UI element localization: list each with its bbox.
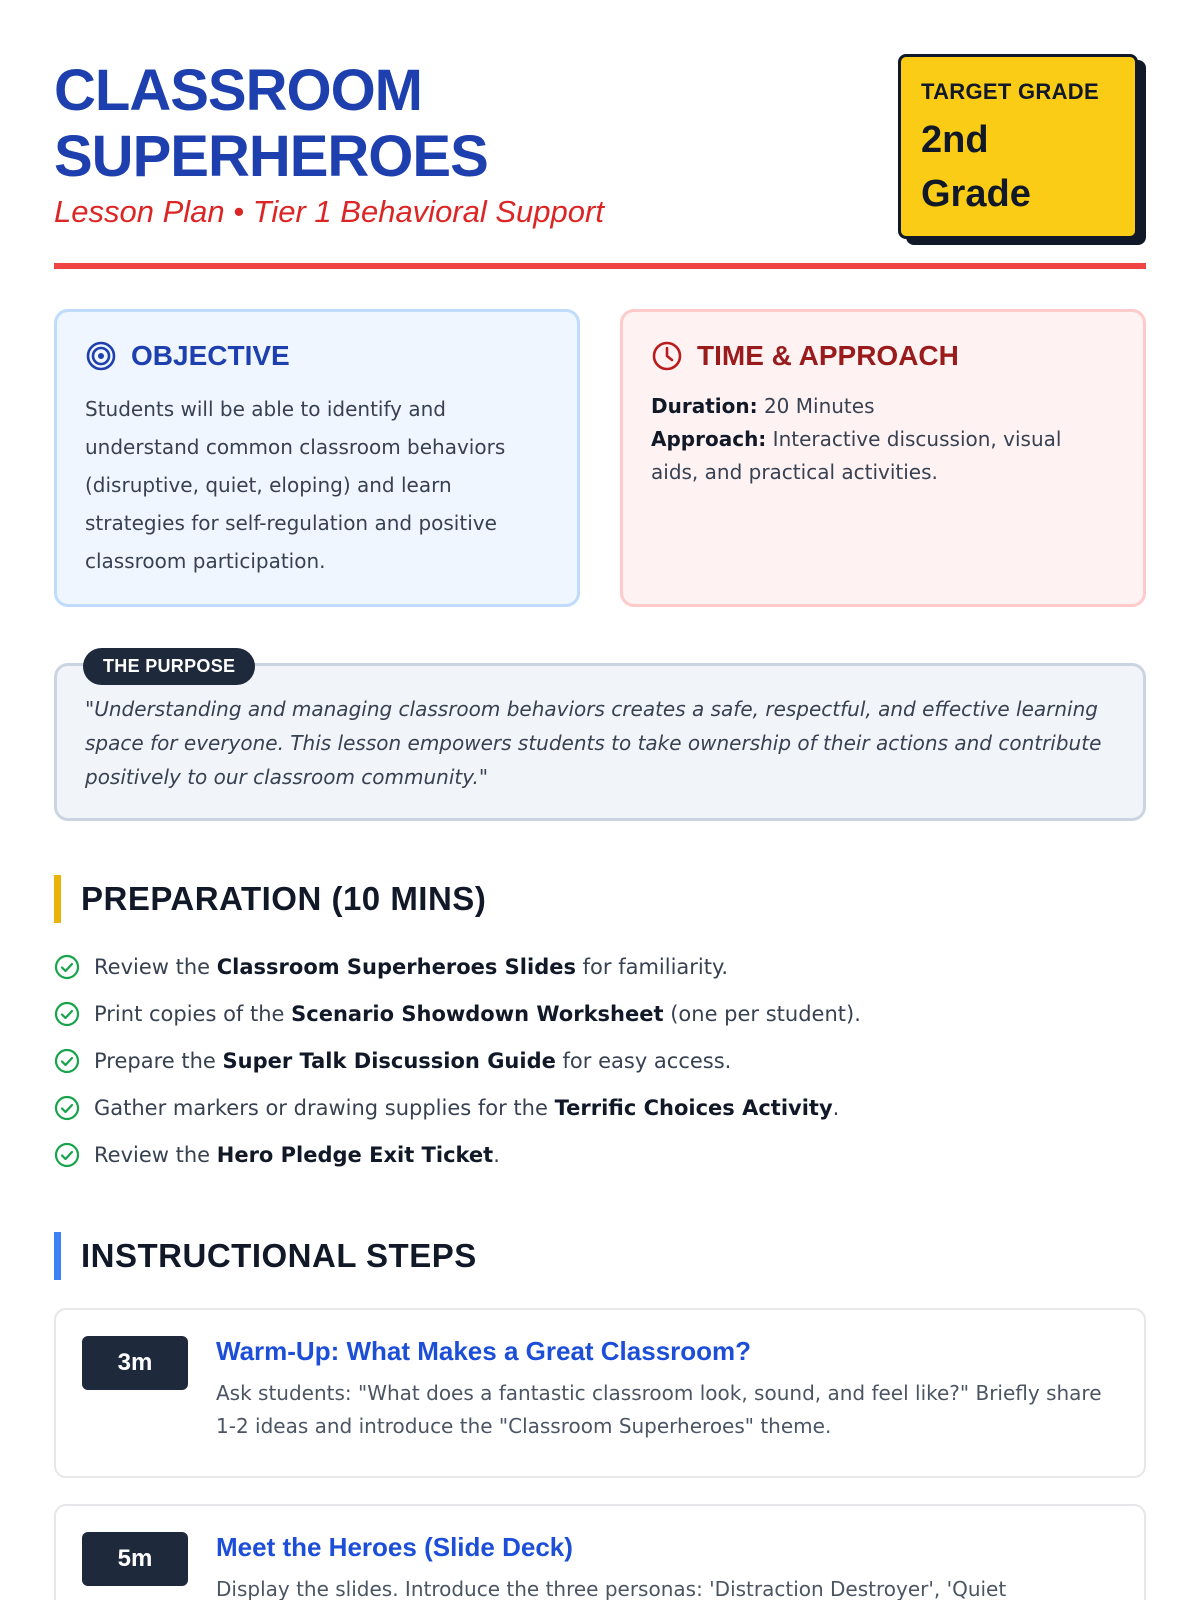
duration-line	[651, 390, 1115, 423]
step-title: Meet the Heroes (Slide Deck)	[216, 1532, 573, 1562]
info-cards	[54, 309, 1146, 607]
prep-item-pre: Print copies of the	[94, 1001, 292, 1026]
target-icon	[85, 340, 117, 372]
prep-item-text	[94, 1143, 500, 1167]
prep-item-resource: Terrific Choices Activity	[554, 1095, 833, 1120]
list-item	[54, 943, 1146, 990]
duration-value: 20 Minutes	[757, 394, 875, 418]
check-circle-icon	[54, 1048, 80, 1074]
page-subtitle: Lesson Plan • Tier 1 Behavioral Support	[54, 194, 604, 229]
prep-item-pre: Prepare the	[94, 1048, 223, 1073]
prep-item-resource: Scenario Showdown Worksheet	[291, 1001, 664, 1026]
approach-line	[651, 423, 1115, 489]
section-accent-bar	[54, 875, 61, 923]
step-body	[216, 1532, 1118, 1600]
prep-item-resource: Classroom Superheroes Slides	[216, 954, 576, 979]
preparation-list	[54, 943, 1146, 1178]
grade-line-2: Grade	[921, 173, 1031, 215]
grade-value	[921, 113, 1115, 221]
prep-item-pre: Review the	[94, 1142, 217, 1167]
header	[54, 54, 1146, 269]
step-title: Warm-Up: What Makes a Great Classroom?	[216, 1336, 752, 1366]
step-body	[216, 1336, 1118, 1450]
step-duration-badge: 3m	[82, 1336, 188, 1390]
title-line-1: CLASSROOM	[54, 58, 422, 123]
prep-item-post: (one per student).	[663, 1001, 861, 1026]
prep-item-text	[94, 1049, 731, 1073]
step-card	[54, 1308, 1146, 1478]
objective-card	[54, 309, 580, 607]
approach-label: Approach:	[651, 427, 767, 451]
prep-item-pre: Review the	[94, 954, 217, 979]
prep-item-post: .	[493, 1142, 500, 1167]
step-card	[54, 1504, 1146, 1600]
target-grade-badge	[898, 54, 1138, 239]
time-approach-card	[620, 309, 1146, 607]
page-title	[54, 54, 614, 190]
check-circle-icon	[54, 1001, 80, 1027]
objective-text: Students will be able to identify and understand common classroom behaviors (disruptive, quiet, eloping) and learn strategies for self-regulation and positive classroom participation.	[85, 397, 506, 573]
prep-item-post: .	[832, 1095, 840, 1120]
prep-item-text	[94, 1096, 839, 1120]
title-line-2: SUPERHEROES	[54, 124, 488, 189]
check-circle-icon	[54, 1095, 80, 1121]
approach-value: Interactive discussion, visual aids, and practical activities.	[651, 427, 1062, 484]
section-accent-bar	[54, 1232, 61, 1280]
prep-item-resource: Super Talk Discussion Guide	[222, 1048, 556, 1073]
step-duration-badge: 5m	[82, 1532, 188, 1586]
objective-heading	[85, 340, 549, 372]
prep-item-resource: Hero Pledge Exit Ticket	[216, 1142, 494, 1167]
prep-item-pre: Gather markers or drawing supplies for the	[94, 1095, 555, 1120]
prep-item-text	[94, 1002, 861, 1026]
duration-label: Duration:	[651, 394, 758, 418]
clock-icon	[651, 340, 683, 372]
check-circle-icon	[54, 954, 80, 980]
list-item	[54, 990, 1146, 1037]
list-item	[54, 1131, 1146, 1178]
grade-label: TARGET GRADE	[921, 79, 1099, 104]
preparation-title: PREPARATION (10 MINS)	[81, 880, 487, 917]
time-approach-heading	[651, 340, 1115, 372]
grade-line-1: 2nd	[921, 119, 989, 161]
prep-item-post: for familiarity.	[575, 954, 729, 979]
objective-title: OBJECTIVE	[131, 340, 290, 371]
purpose-tag: THE PURPOSE	[83, 648, 255, 685]
step-text: Display the slides. Introduce the three personas: 'Distraction Destroyer', 'Quiet	[216, 1577, 1007, 1600]
check-circle-icon	[54, 1142, 80, 1168]
prep-item-text	[94, 955, 728, 979]
steps-list	[54, 1308, 1146, 1600]
list-item	[54, 1084, 1146, 1131]
purpose-box	[54, 656, 1146, 821]
step-text: Ask students: "What does a fantastic classroom look, sound, and feel like?" Briefly share 1-2 ideas and introduce the "Classroom Superheroes" theme.	[216, 1381, 1102, 1438]
instructional-heading	[54, 1232, 1146, 1280]
list-item	[54, 1037, 1146, 1084]
prep-item-post: for easy access.	[555, 1048, 732, 1073]
purpose-quote: "Understanding and managing classroom behaviors creates a safe, respectful, and effective learning space for everyone. This lesson empowers students to take ownership of their actions and contribute positively to our classroom community."	[85, 697, 1102, 789]
preparation-heading	[54, 875, 1146, 923]
time-approach-title: TIME & APPROACH	[697, 340, 959, 371]
instructional-title: INSTRUCTIONAL STEPS	[81, 1237, 477, 1274]
